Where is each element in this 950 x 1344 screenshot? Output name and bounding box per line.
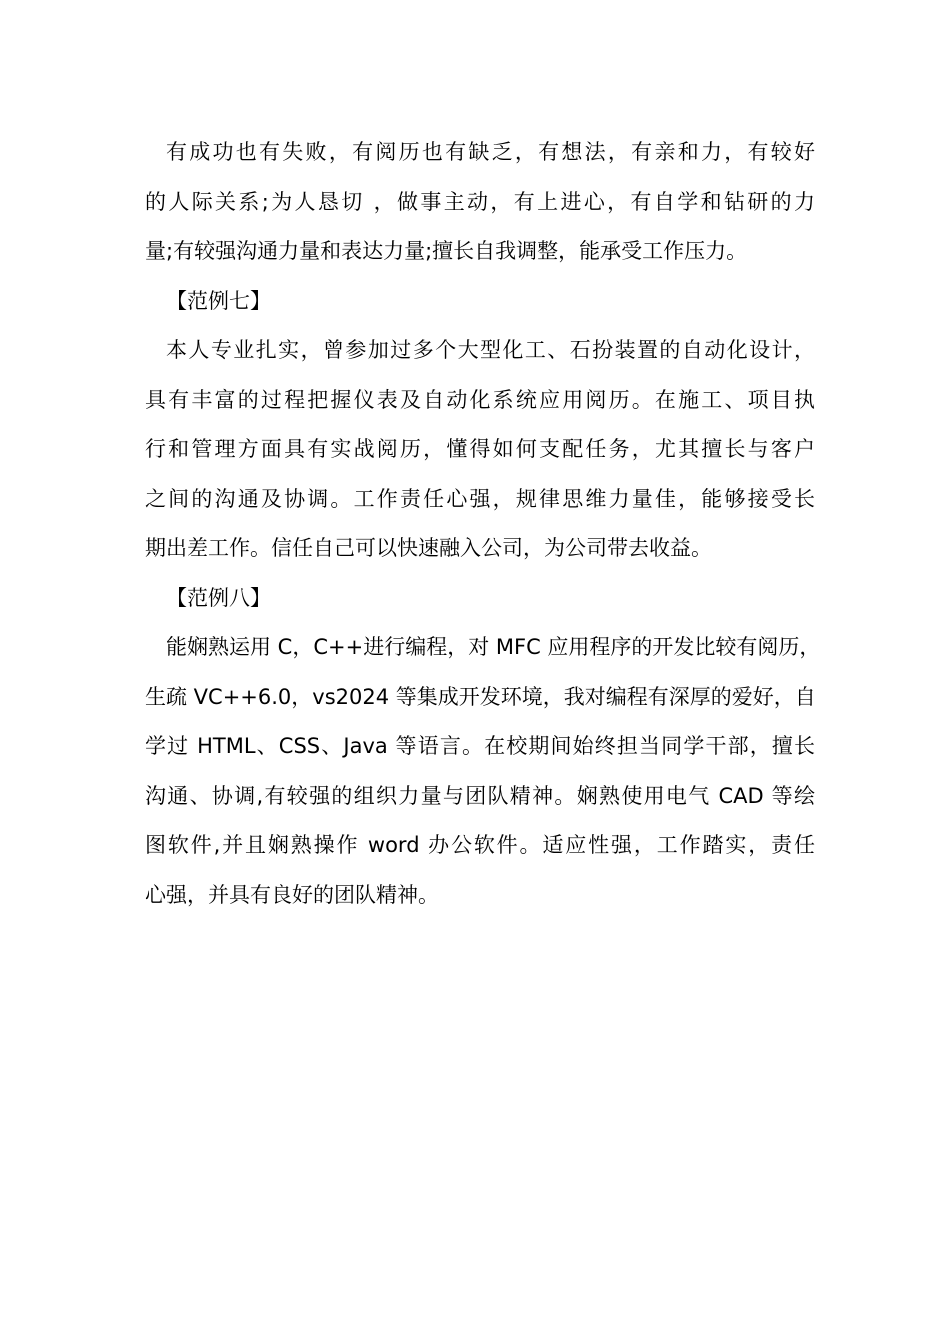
text-line: 具有丰富的过程把握仪表及自动化系统应用阅历。在施工、项目执 bbox=[145, 387, 815, 412]
text-line: 心强，并具有良好的团队精神。 bbox=[145, 882, 439, 907]
text-line: 学过 HTML、CSS、Java 等语言。在校期间始终担当同学干部，擅长 bbox=[145, 734, 815, 758]
text-line: 行和管理方面具有实战阅历，懂得如何支配任务，尤其擅长与客户 bbox=[145, 437, 815, 461]
paragraph-intro bbox=[145, 128, 815, 277]
text-line: 能娴熟运用 C，C++进行编程，对 MFC 应用程序的开发比较有阅历， bbox=[166, 635, 821, 659]
text-line: 生疏 VC++6.0，vs2024 等集成开发环境，我对编程有深厚的爱好，自 bbox=[145, 684, 816, 709]
text-line: 本人专业扎实，曾参加过多个大型化工、石扮装置的自动化设计， bbox=[166, 338, 815, 362]
text-line: 沟通、协调,有较强的组织力量与团队精神。娴熟使用电气 CAD 等绘 bbox=[145, 783, 815, 808]
text-line: 有成功也有失败，有阅历也有缺乏，有想法，有亲和力，有较好 bbox=[166, 140, 815, 164]
text-line: 图软件,并且娴熟操作 word 办公软件。适应性强，工作踏实，责任 bbox=[145, 833, 815, 857]
text-line: 之间的沟通及协调。工作责任心强，规律思维力量佳，能够接受长 bbox=[145, 486, 815, 511]
paragraph-example-7 bbox=[145, 326, 815, 574]
section-heading-example-8: 【范例八】 bbox=[166, 585, 271, 610]
text-line: 的人际关系;为人恳切 ，做事主动，有上进心，有自学和钻研的力 bbox=[145, 189, 815, 214]
text-line: 期出差工作。信任自己可以快速融入公司，为公司带去收益。 bbox=[145, 536, 712, 560]
document-body bbox=[145, 128, 821, 920]
paragraph-example-8 bbox=[145, 623, 821, 920]
section-heading-example-7: 【范例七】 bbox=[166, 288, 271, 313]
text-line: 量;有较强沟通力量和表达力量;擅长自我调整，能承受工作压力。 bbox=[145, 239, 748, 263]
